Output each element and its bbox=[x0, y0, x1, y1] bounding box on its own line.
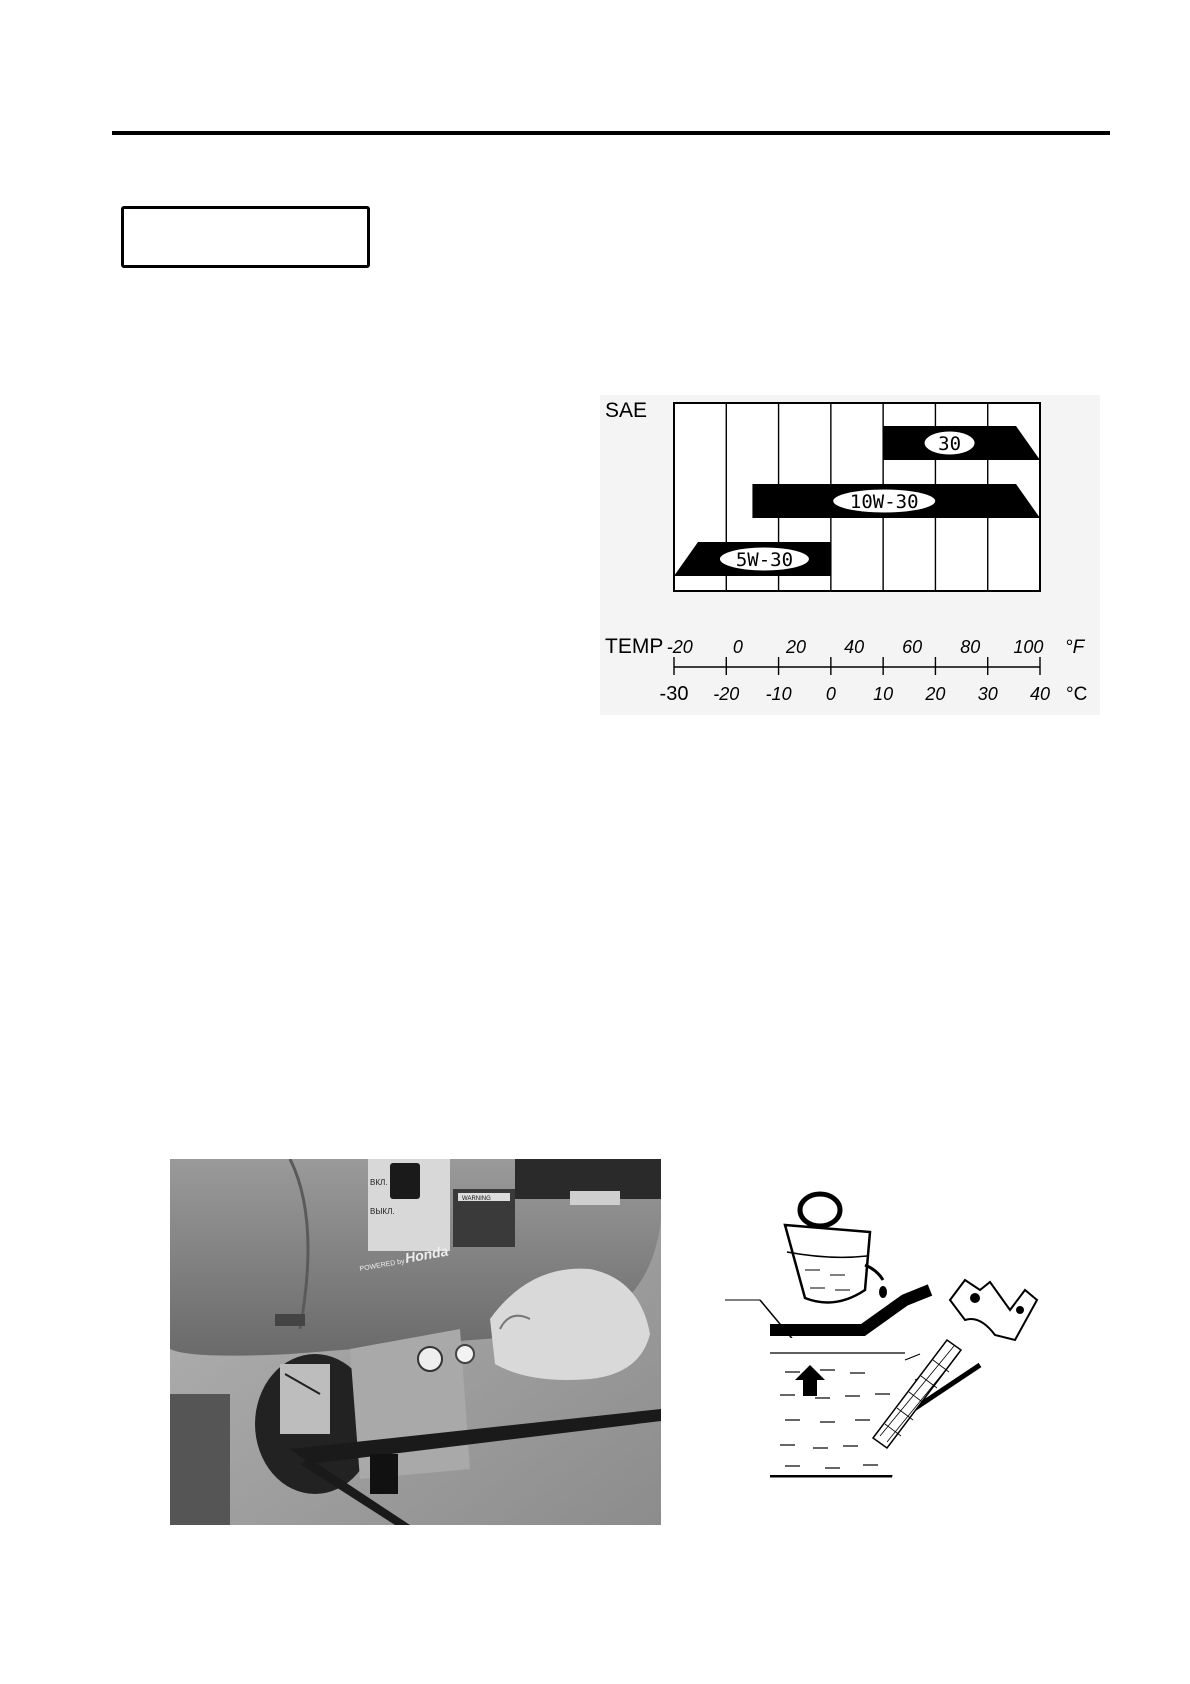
celsius-tick-label: 40 bbox=[1029, 684, 1051, 704]
bar-label: 5W-30 bbox=[735, 549, 794, 571]
fahrenheit-unit: °F bbox=[1065, 637, 1085, 658]
oil-jug bbox=[785, 1194, 887, 1303]
celsius-tick-label: 30 bbox=[977, 684, 998, 704]
bar-10W-30 bbox=[752, 484, 1040, 518]
celsius-unit: °C bbox=[1066, 684, 1088, 705]
section-label-box bbox=[121, 206, 370, 268]
bar-30 bbox=[883, 426, 1040, 460]
switch-on-label: ВКЛ. bbox=[370, 1178, 388, 1187]
y-axis-label: SAE bbox=[605, 399, 648, 422]
fahrenheit-tick-label: 60 bbox=[902, 637, 923, 657]
fahrenheit-tick-label: -20 bbox=[666, 637, 693, 657]
oil-fill-diagram bbox=[725, 1170, 1045, 1490]
x-axis-label: TEMP bbox=[605, 635, 664, 658]
fahrenheit-tick-label: 0 bbox=[732, 637, 743, 657]
celsius-tick-label: -20 bbox=[713, 684, 740, 704]
fahrenheit-tick-label: 40 bbox=[844, 637, 865, 657]
warning-label: WARNING bbox=[462, 1196, 491, 1202]
celsius-tick-label: 10 bbox=[873, 684, 894, 704]
bar-label: 10W-30 bbox=[849, 491, 919, 513]
fahrenheit-tick-label: 20 bbox=[785, 637, 807, 657]
top-rule bbox=[112, 131, 1110, 135]
oil-viscosity-chart bbox=[600, 395, 1100, 715]
generator-oil-fill-photo bbox=[170, 1159, 661, 1525]
fahrenheit-tick-label: 100 bbox=[1013, 637, 1044, 657]
celsius-tick-label: 0 bbox=[825, 684, 836, 704]
celsius-tick-label: 20 bbox=[925, 684, 946, 704]
bar-label: 30 bbox=[938, 433, 962, 455]
fahrenheit-tick-label: 80 bbox=[960, 637, 981, 657]
switch-off-label: ВЫКЛ. bbox=[370, 1207, 395, 1216]
bar-5W-30 bbox=[674, 542, 831, 576]
celsius-tick-label: -30 bbox=[659, 683, 689, 705]
brand-name: Honda bbox=[403, 1242, 450, 1266]
brand-prefix: POWERED by bbox=[359, 1258, 406, 1273]
celsius-tick-label: -10 bbox=[765, 684, 792, 704]
